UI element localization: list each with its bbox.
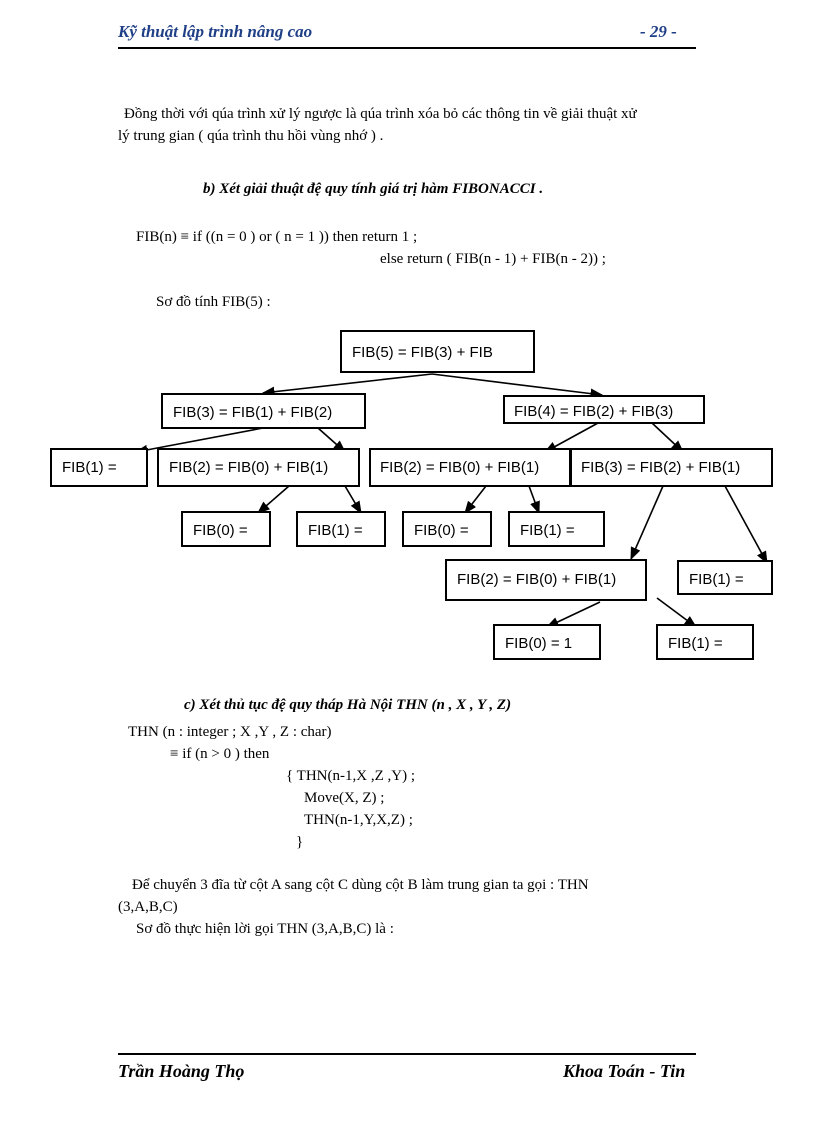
edge-fib2a-fib0 bbox=[258, 486, 289, 513]
footer-department: Khoa Toán - Tin bbox=[563, 1061, 686, 1081]
fib-node bbox=[158, 449, 359, 486]
fib-node-label: FIB(3) = FIB(1) + FIB(2) bbox=[173, 404, 333, 421]
fib-node-label: FIB(0) = 1 bbox=[505, 635, 573, 652]
fib-node bbox=[494, 625, 600, 659]
edge-fib4-fib3 bbox=[652, 423, 683, 452]
section-b-heading: b) Xét giải thuật đệ quy tính giá trị hàm FIBONACCI . bbox=[203, 181, 544, 197]
header-title: Kỹ thuật lập trình nâng cao bbox=[118, 22, 313, 41]
edge-fib2b-fib0 bbox=[465, 486, 486, 513]
code-line-begin: { THN(n-1,X ,Z ,Y) ; bbox=[286, 768, 415, 784]
fib-node-label: FIB(1) = bbox=[689, 571, 744, 588]
code-line-move: Move(X, Z) ; bbox=[304, 790, 385, 806]
fib-node bbox=[51, 449, 147, 486]
fib-node-label: FIB(1) = bbox=[62, 459, 117, 476]
fib-node-label: FIB(0) = bbox=[193, 522, 248, 539]
fib-node bbox=[504, 396, 704, 423]
fib-node bbox=[162, 394, 365, 428]
edge-fib5-fib3 bbox=[263, 374, 432, 393]
edge-fib2c-fib1 bbox=[657, 598, 696, 627]
fib-node-label: FIB(1) = bbox=[308, 522, 363, 539]
fib-node bbox=[370, 449, 570, 486]
para2-line2: (3,A,B,C) bbox=[118, 899, 178, 915]
code-line-recurse: THN(n-1,Y,X,Z) ; bbox=[304, 812, 413, 828]
para2-line1: Để chuyển 3 đĩa từ cột A sang cột C dùng cột B làm trung gian ta gọi : THN bbox=[132, 877, 589, 893]
fib-node bbox=[297, 512, 385, 546]
fib-node-label: FIB(2) = FIB(0) + FIB(1) bbox=[169, 459, 329, 476]
fib-node bbox=[657, 625, 753, 659]
code-line-if: ≡ if (n > 0 ) then bbox=[170, 746, 270, 762]
para2-line3: Sơ đồ thực hiện lời gọi THN (3,A,B,C) là : bbox=[136, 921, 394, 937]
fib-node bbox=[446, 560, 646, 600]
edge-fib2c-fib0 bbox=[547, 602, 600, 627]
fib-node-label: FIB(4) = FIB(2) + FIB(3) bbox=[514, 403, 674, 420]
code-line-end: } bbox=[296, 834, 304, 850]
fib-node-label: FIB(2) = FIB(0) + FIB(1) bbox=[457, 571, 617, 588]
diagram-caption: Sơ đồ tính FIB(5) : bbox=[156, 294, 271, 310]
fib-node-label: FIB(2) = FIB(0) + FIB(1) bbox=[380, 459, 540, 476]
para1-line1: Đồng thời với qúa trình xử lý ngược là qúa trình xóa bỏ các thông tin về giải thuật xử bbox=[124, 106, 637, 122]
fib-definition-line2: else return ( FIB(n - 1) + FIB(n - 2)) ; bbox=[380, 251, 606, 267]
fib-node bbox=[509, 512, 604, 546]
para1-line2: lý trung gian ( qúa trình thu hồi vùng nhớ ) . bbox=[118, 128, 384, 144]
fib-node-label: FIB(1) = bbox=[668, 635, 723, 652]
edge-fib3b-fib2 bbox=[631, 486, 663, 559]
fib-node bbox=[182, 512, 270, 546]
section-c-heading: c) Xét thủ tục đệ quy tháp Hà Nội THN (n , X , Y , Z) bbox=[184, 697, 512, 713]
edge-fib2a-fib1 bbox=[345, 486, 361, 513]
edge-fib2b-fib1 bbox=[529, 486, 539, 513]
footer-rule bbox=[118, 1053, 696, 1055]
fib-node-label: FIB(0) = bbox=[414, 522, 469, 539]
fib-node-label: FIB(5) = FIB(3) + FIB bbox=[352, 344, 493, 361]
page-number: - 29 - bbox=[640, 22, 677, 41]
fib-node-label: FIB(3) = FIB(2) + FIB(1) bbox=[581, 459, 741, 476]
code-line-signature: THN (n : integer ; X ,Y , Z : char) bbox=[128, 724, 332, 740]
edge-fib4-fib2 bbox=[545, 423, 598, 452]
fib-node bbox=[571, 449, 772, 486]
edge-fib5-fib4 bbox=[432, 374, 602, 395]
fib-definition-line1: FIB(n) ≡ if ((n = 0 ) or ( n = 1 )) then return 1 ; bbox=[136, 229, 418, 245]
fib-node bbox=[341, 331, 534, 372]
fib-node bbox=[403, 512, 491, 546]
edge-fib3b-fib1 bbox=[725, 486, 767, 563]
footer-author: Trần Hoàng Thọ bbox=[118, 1061, 245, 1081]
fib-node-label: FIB(1) = bbox=[520, 522, 575, 539]
fib-node bbox=[678, 561, 772, 594]
